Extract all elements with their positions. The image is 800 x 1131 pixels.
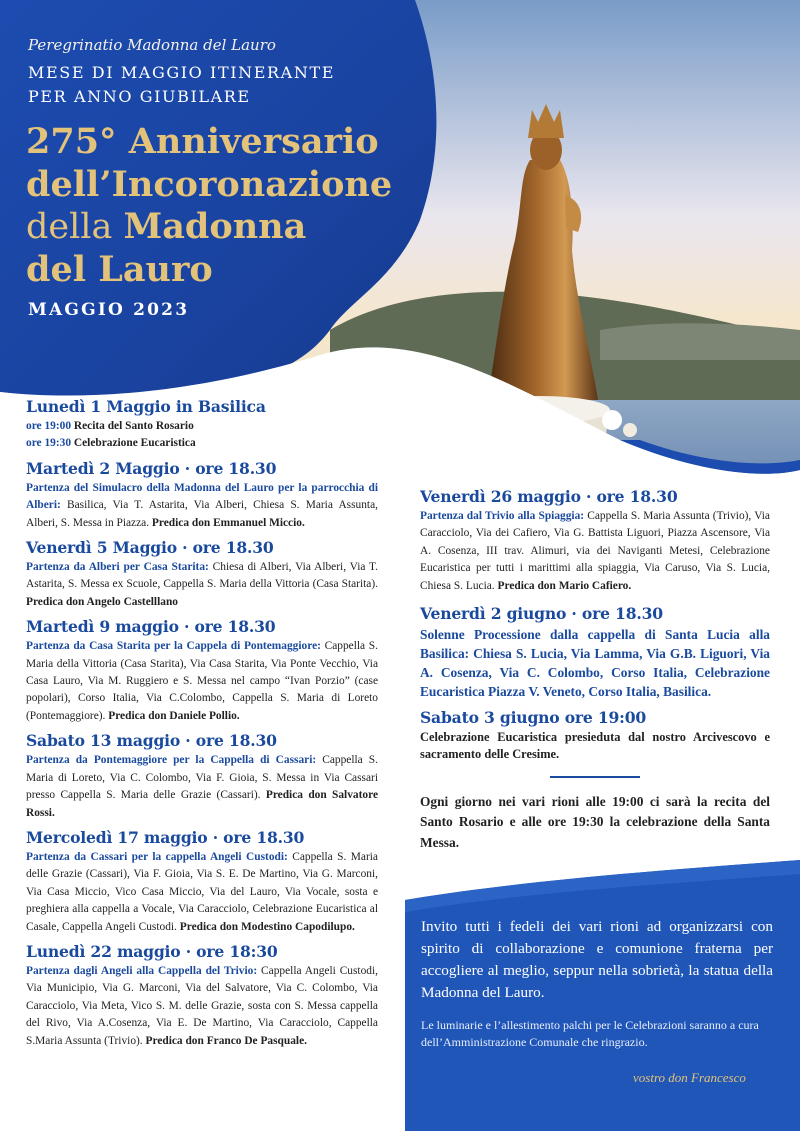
daily-note: Ogni giorno nei vari rioni alle 19:00 ci sarà la recita del Santo Rosario e alle ore 19:30 la celebrazione della Santa Messa.: [420, 793, 770, 850]
event-22-maggio: [26, 941, 378, 1050]
event-body: Partenza del Simulacro della Madonna del Lauro per la parrocchia di Alberi: Basilica, Via T. Astarita, Via Alberi, Chiesa S. Maria Assunta, Alberi, S. Messa in Piazza. Predica don Emmanuel Miccio.: [26, 481, 378, 529]
right-schedule: [420, 486, 770, 853]
event-line: ore 19:30 Celebrazione Eucaristica: [26, 437, 196, 450]
event-heading: Venerdì 5 Maggio · ore 18.30: [26, 538, 274, 558]
event-heading: Venerdì 26 maggio · ore 18.30: [420, 487, 678, 506]
event-body: Celebrazione Eucaristica presieduta dal nostro Arcivescovo e sacramento delle Cresime.: [420, 730, 770, 762]
event-heading: Martedì 2 Maggio · ore 18.30: [26, 458, 277, 478]
peregrinatio-subtitle: Peregrinatio Madonna del Lauro: [28, 36, 276, 54]
left-schedule: [26, 396, 378, 1055]
event-heading: Mercoledì 17 maggio · ore 18.30: [26, 827, 305, 847]
title-line-1: 275° Anniversario: [26, 121, 379, 162]
event-heading: Martedì 9 maggio · ore 18.30: [26, 617, 276, 637]
event-heading: Sabato 3 giugno ore 19:00: [420, 708, 647, 728]
title-line-2: dell’Incoronazione: [26, 164, 393, 205]
event-body: Partenza da Alberi per Casa Starita: Chiesa di Alberi, Via Alberi, Via T. Astarita, S. Messa ex Scuole, Cappella S. Maria della Vittoria (Casa Starita). Predica don Angelo Castelllano: [26, 561, 379, 608]
event-2-giugno: [420, 603, 770, 701]
signature: vostro don Francesco: [633, 1070, 746, 1085]
distant-hill: [600, 323, 800, 360]
luminarie-note: Le luminarie e l’allestimento palchi per le Celebrazioni saranno a cura dell’Amministrazione Comunale che ringrazio.: [421, 1018, 759, 1049]
title-line-4: del Lauro: [26, 249, 213, 290]
event-3-giugno: [420, 707, 770, 764]
event-body: Partenza dagli Angeli alla Cappella del Trivio: Cappella Angeli Custodi, Via Municipio, Via G. Marconi, Via del Salvatore, Via C. Colombo, Via Caracciolo, Via Meta, Vico S. M. delle Grazie, sosta con S. Messa cappella del Rivo, Via A.Cosenza, Via E. De Martino, Via Caracciolo, Cappella S.Maria Assunta (Trivio). Predica don Franco De Pasquale.: [26, 964, 378, 1047]
event-26-maggio: [420, 486, 770, 595]
header-line-2: PER ANNO GIUBILARE: [28, 87, 251, 106]
event-body: Partenza da Casa Starita per la Cappela di Pontemaggiore: Cappella S. Maria della Vittoria (Casa Starita), Via Casa Starita, Via Ponte Vecchio, Via Casa Lauro, Via M. Ruggiero e S. Messa nel campo “Ivan Porzio” (case popolari), Corso Italia, Via C.Colombo, Cappella S. Maria di Loreto (Pontemaggiore). Predica don Daniele Pollio.: [26, 640, 378, 722]
event-heading: Lunedì 22 maggio · ore 18:30: [26, 941, 278, 961]
event-13-maggio: [26, 730, 378, 822]
event-heading: Venerdì 2 giugno · ore 18.30: [420, 604, 663, 624]
event-body: Partenza da Pontemaggiore per la Cappella di Cassari: Cappella S. Maria di Loreto, Via C. Colombo, Via F. Gioia, S. Messa in Via Cassari presso Cappella S. Maria delle Grazie (Cassari). Predica don Salvatore Rossi.: [26, 754, 379, 819]
procession-text: Solenne Processione dalla cappella di Santa Lucia alla Basilica: Chiesa S. Lucia, Via Lamma, Via G.B. Liguori, Via A. Cosenza, Via C. Colombo, Corso Italia, Celebrazione Eucaristica Piazza V. Veneto, Corso Italia, Basilica.: [420, 627, 770, 700]
event-17-maggio: [26, 827, 378, 936]
event-1-maggio: [26, 396, 378, 453]
month-year: MAGGIO 2023: [28, 300, 190, 320]
event-2-maggio: [26, 458, 378, 532]
event-heading: Lunedì 1 Maggio in Basilica: [26, 397, 266, 416]
header-line-1: MESE DI MAGGIO ITINERANTE: [28, 63, 335, 82]
event-body: Partenza da Cassari per la cappella Angeli Custodi: Cappella S. Maria delle Grazie (Cassari), Via F. Gioia, Via S. E. De Martino, Via G. Marconi, Via Casa Miccio, Vico Casa Miccio, Via del Lauro, Via Vocale, sosta e preghiera alla cappella a Vocale, Via Caracciolo, Celebrazione Eucaristica al Casale, Cappella Angeli Custodi. Predica don Modestino Capodilupo.: [26, 850, 378, 933]
event-body: Partenza dal Trivio alla Spiaggia: Cappella S. Maria Assunta (Trivio), Via Caracciolo, Via dei Cafiero, Via G. Battista Liguori, Piazza Ascensore, Via A. Cosenza, III trav. Alimuri, via dei Naviganti Metesi, Celebrazione Eucaristica per tutti i marittimi alla spiaggia, Via Caruso, Via S. Lucia, Chiesa S. Lucia. Predica don Mario Cafiero.: [420, 510, 770, 592]
event-line: ore 19:00 Recita del Santo Rosario: [26, 420, 194, 432]
event-9-maggio: [26, 616, 378, 725]
event-5-maggio: [26, 537, 378, 611]
invitation-paragraph: Invito tutti i fedeli dei vari rioni ad organizzarsi con spirito di collaborazione e comunione fraterna per accogliere al meglio, seppur nella sobrietà, la statua della Madonna del Lauro.: [421, 918, 773, 1001]
title-line-3: della Madonna: [26, 206, 307, 247]
event-heading: Sabato 13 maggio · ore 18.30: [26, 731, 277, 751]
divider: [550, 776, 640, 778]
message-text: [421, 916, 773, 1051]
